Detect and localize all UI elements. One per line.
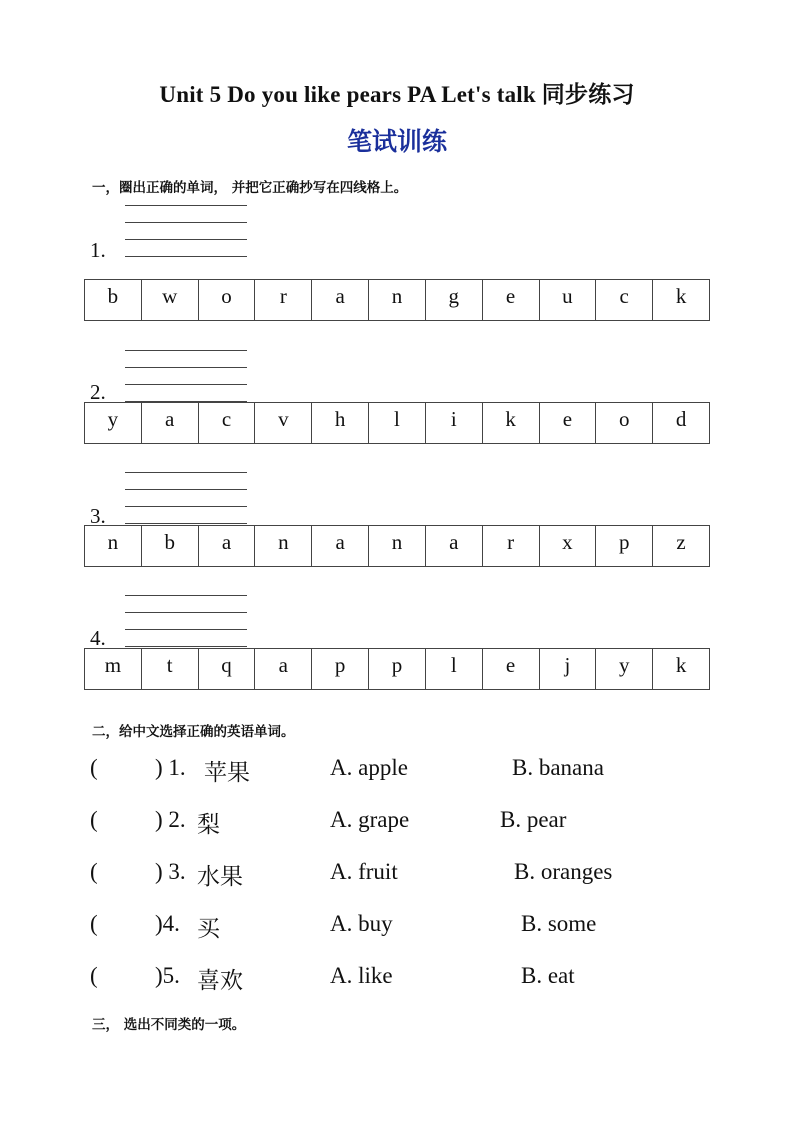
chinese-word: 苹果 (204, 760, 250, 785)
section3-heading: 三， 选出不同类的一项。 (92, 1017, 246, 1033)
letter-cell[interactable]: n (369, 280, 426, 321)
item-number: ) 3. (155, 859, 186, 884)
letter-cell[interactable]: z (653, 526, 710, 567)
letter-cell[interactable]: i (425, 403, 482, 444)
q3-number: 3. (90, 504, 106, 528)
letter-cell[interactable]: y (85, 403, 142, 444)
chinese-word: 梨 (197, 812, 220, 837)
letter-cell[interactable]: n (85, 526, 142, 567)
letter-cell[interactable]: k (482, 403, 539, 444)
letter-cell[interactable]: r (482, 526, 539, 567)
option-a[interactable]: A. buy (330, 911, 393, 936)
letter-cell[interactable]: n (369, 526, 426, 567)
letter-cell[interactable]: c (596, 280, 653, 321)
item-number: ) 1. (155, 755, 186, 780)
page-title: Unit 5 Do you like pears PA Let's talk 同步练习 (159, 82, 635, 107)
letter-cell[interactable]: p (596, 526, 653, 567)
letter-cell[interactable]: a (425, 526, 482, 567)
q2-letter-grid (84, 402, 710, 444)
letter-cell[interactable]: p (312, 649, 369, 690)
letter-cell[interactable]: x (539, 526, 596, 567)
letter-cell[interactable]: y (596, 649, 653, 690)
letter-cell[interactable]: h (312, 403, 369, 444)
item-number: )4. (155, 911, 180, 936)
letter-cell[interactable]: p (369, 649, 426, 690)
option-b[interactable]: B. some (521, 911, 597, 936)
q4-writing-lines[interactable] (125, 595, 247, 647)
letter-cell[interactable]: j (539, 649, 596, 690)
q2-number: 2. (90, 380, 106, 404)
letter-cell[interactable]: g (425, 280, 482, 321)
chinese-word: 喜欢 (197, 968, 243, 993)
letter-cell[interactable]: o (198, 280, 255, 321)
letter-cell[interactable]: c (198, 403, 255, 444)
letter-cell[interactable]: b (85, 280, 142, 321)
letter-cell[interactable]: k (653, 280, 710, 321)
letter-cell[interactable]: e (539, 403, 596, 444)
answer-paren[interactable]: ( (90, 755, 98, 780)
letter-cell[interactable]: a (198, 526, 255, 567)
section2-heading: 二，给中文选择正确的英语单词。 (92, 724, 295, 740)
letter-cell[interactable]: n (255, 526, 312, 567)
letter-cell[interactable]: b (141, 526, 198, 567)
answer-paren[interactable]: ( (90, 859, 98, 884)
option-b[interactable]: B. pear (500, 807, 567, 832)
letter-cell[interactable]: l (425, 649, 482, 690)
chinese-word: 水果 (197, 864, 243, 889)
letter-cell[interactable]: w (141, 280, 198, 321)
q1-number: 1. (90, 238, 106, 262)
option-a[interactable]: A. like (330, 963, 393, 988)
q2-writing-lines[interactable] (125, 350, 247, 402)
section1-heading: 一，圈出正确的单词， 并把它正确抄写在四线格上。 (92, 180, 408, 196)
answer-paren[interactable]: ( (90, 807, 98, 832)
letter-cell[interactable]: a (312, 526, 369, 567)
option-b[interactable]: B. oranges (514, 859, 613, 884)
q3-letter-grid (84, 525, 710, 567)
q3-writing-lines[interactable] (125, 472, 247, 524)
option-b[interactable]: B. banana (512, 755, 604, 780)
letter-cell[interactable]: r (255, 280, 312, 321)
answer-paren[interactable]: ( (90, 911, 98, 936)
letter-cell[interactable]: k (653, 649, 710, 690)
option-b[interactable]: B. eat (521, 963, 575, 988)
letter-cell[interactable]: e (482, 649, 539, 690)
letter-cell[interactable]: e (482, 280, 539, 321)
option-a[interactable]: A. fruit (330, 859, 398, 884)
letter-cell[interactable]: a (312, 280, 369, 321)
letter-cell[interactable]: m (85, 649, 142, 690)
option-a[interactable]: A. apple (330, 755, 408, 780)
letter-cell[interactable]: a (255, 649, 312, 690)
letter-cell[interactable]: o (596, 403, 653, 444)
letter-cell[interactable]: a (141, 403, 198, 444)
item-number: )5. (155, 963, 180, 988)
letter-cell[interactable]: l (369, 403, 426, 444)
q4-letter-grid (84, 648, 710, 690)
q1-writing-lines[interactable] (125, 205, 247, 257)
letter-cell[interactable]: v (255, 403, 312, 444)
option-a[interactable]: A. grape (330, 807, 410, 832)
letter-cell[interactable]: d (653, 403, 710, 444)
answer-paren[interactable]: ( (90, 963, 98, 988)
q1-letter-grid (84, 279, 710, 321)
letter-cell[interactable]: t (141, 649, 198, 690)
chinese-word: 买 (197, 916, 220, 941)
page-subtitle: 笔试训练 (346, 129, 447, 156)
q4-number: 4. (90, 626, 106, 650)
letter-cell[interactable]: q (198, 649, 255, 690)
item-number: ) 2. (155, 807, 186, 832)
letter-cell[interactable]: u (539, 280, 596, 321)
